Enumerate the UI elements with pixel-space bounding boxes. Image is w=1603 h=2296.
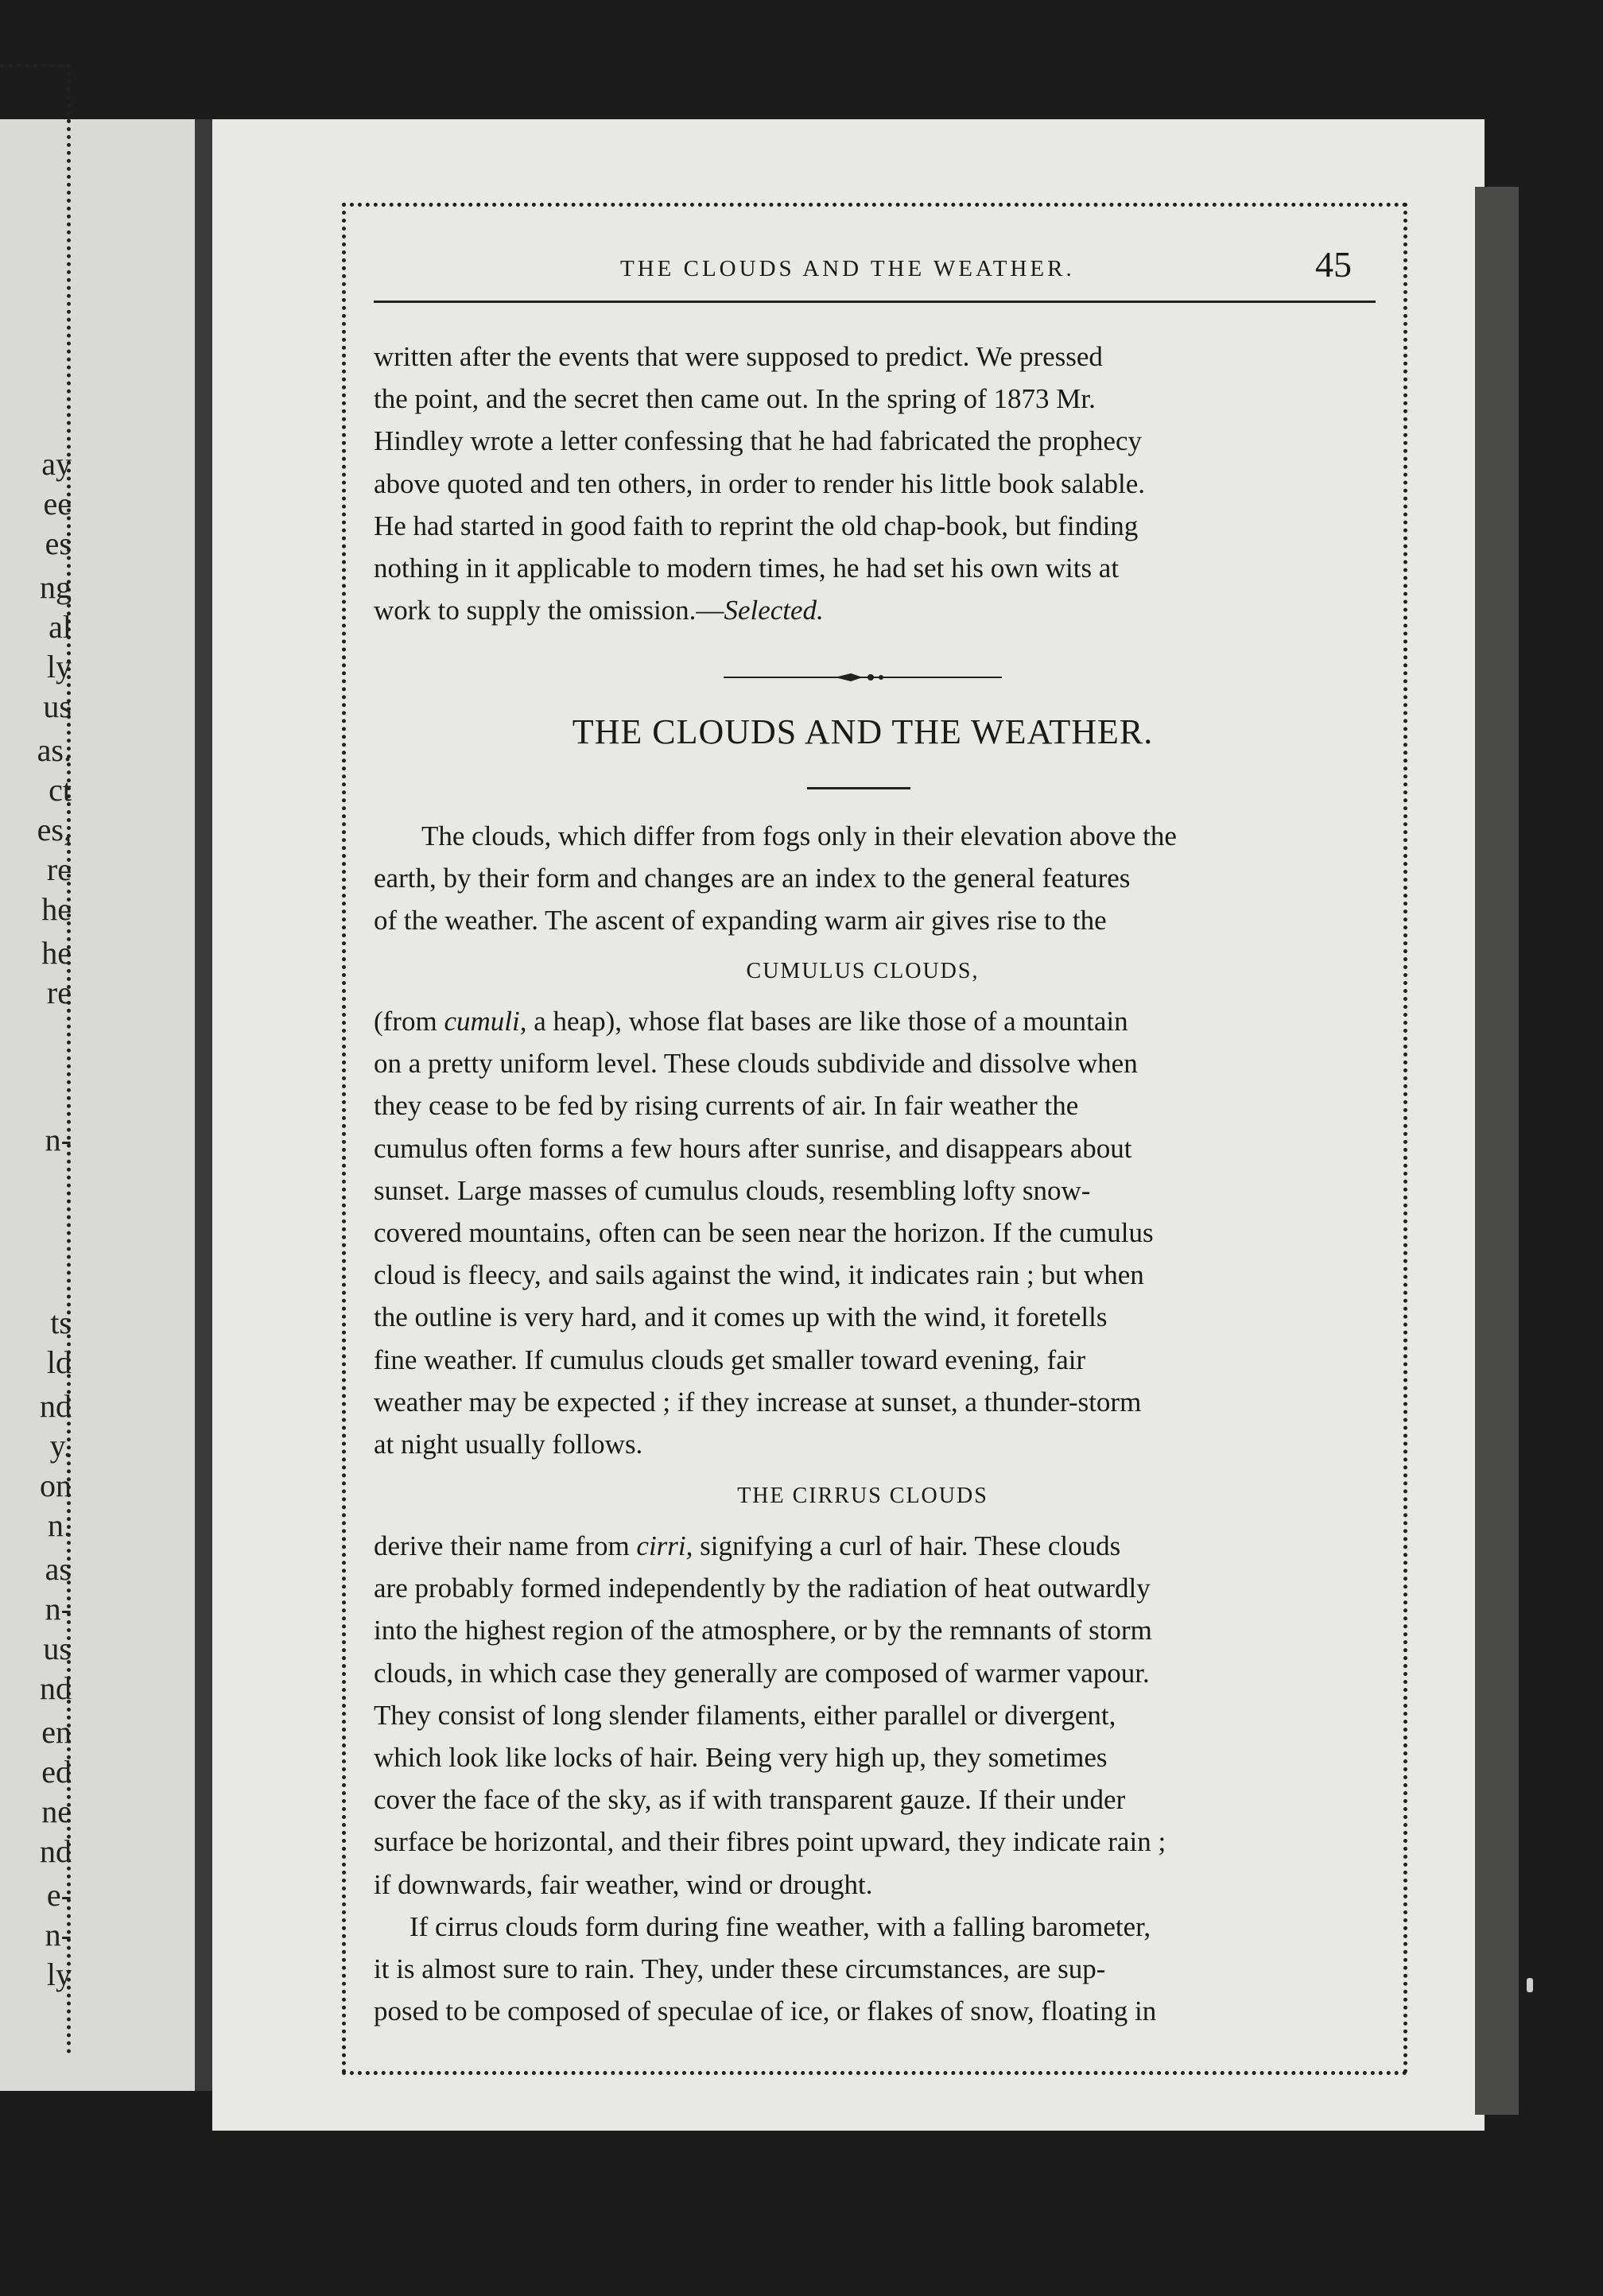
left-page-fragment: nd [40,1670,72,1706]
text-line: the outline is very hard, and it comes up with the wind, it foretells [374,1301,1108,1333]
paragraph-1-cont [374,857,1352,941]
text-line: earth, by their form and changes are an index to the general features [374,863,1131,894]
left-page-fragment: en [41,1714,72,1750]
left-page-fragment: he [41,891,72,927]
intro-last-text: work to supply the omission.— [374,595,724,626]
left-page-fragment: ng [40,569,72,605]
section-divider-ornament [724,672,1002,683]
text-line: into the highest region of the atmosphere, or by the remnants of storm [374,1615,1152,1646]
text-line: weather may be expected ; if they increase at sunset, a thunder-storm [374,1386,1142,1418]
left-page-fragment: e- [46,1877,72,1913]
text-line: if downwards, fair weather, wind or drought. [374,1868,873,1900]
left-page-fragment: ld [46,1344,72,1380]
text-line: cloud is fleecy, and sails against the wind, it indicates rain ; but when [374,1259,1144,1291]
left-page-fragment: y. [49,1428,72,1464]
text-line: surface be horizontal, and their fibres point upward, they indicate rain ; [374,1826,1166,1858]
article-title: THE CLOUDS AND THE WEATHER. [572,712,1154,751]
text-line: If cirrus clouds form during fine weather, with a falling barometer, [409,1911,1151,1942]
text-line: which look like locks of hair. Being very high up, they sometimes [374,1741,1108,1773]
left-page-fragment: re [46,851,72,887]
text-line: fine weather. If cumulus clouds get smaller toward evening, fair [374,1344,1086,1375]
paragraph-1 [374,815,1352,857]
text-line: they cease to be fed by rising currents of air. In fair weather the [374,1090,1079,1122]
italic-term: cirri, [636,1530,693,1561]
text-line: nothing in it applicable to modern times, he had set his own wits at [374,552,1120,584]
running-head-title: THE CLOUDS AND THE WEATHER. [620,256,1075,281]
left-page-fragment: us [43,1631,72,1666]
left-page-fragment: ct [49,772,72,808]
text-line: are probably formed independently by the radiation of heat outwardly [374,1573,1151,1604]
left-page-fragment: n- [45,1917,72,1953]
left-page-fragment: ee [43,486,72,522]
left-page-fragment: as [45,1551,72,1587]
text-line: He had started in good faith to reprint the old chap-book, but finding [374,510,1139,541]
left-page-fragment: n- [45,1122,72,1158]
text-line: (from cumuli, a heap), whose flat bases are like those of a mountain [374,1006,1128,1037]
left-page-fragment: es [45,526,72,561]
left-page-fragment: al [49,609,72,645]
paragraph-2 [374,1000,1352,1465]
scan-speck [1527,1978,1533,1992]
italic-term: cumuli, [444,1006,527,1037]
text-line: it is almost sure to rain. They, under these circumstances, are sup- [374,1953,1106,1984]
attribution: Selected. [724,595,824,626]
left-page-fragment: he [41,935,72,971]
text-line: above quoted and ten others, in order to render his little book salable. [374,467,1146,499]
text-line: posed to be composed of speculae of ice, or flakes of snow, floating in [374,1995,1157,2027]
text-line [374,589,1352,631]
left-page-fragment: ed [41,1754,72,1790]
text-line: at night usually follows. [374,1428,643,1460]
left-page-fragment: n. [48,1507,72,1543]
paragraph-3 [374,1525,1352,1906]
paragraph-4 [374,1906,1352,1948]
text-line: covered mountains, often can be seen near the horizon. If the cumulus [374,1216,1154,1248]
page-number: 45 [1315,244,1352,285]
left-page-fragment: as. [37,732,72,768]
text-line: cover the face of the sky, as if with transparent gauze. If their under [374,1784,1126,1816]
left-page-fragment: us [43,688,72,724]
left-page-fragment: re [46,975,72,1010]
left-page-fragment: nd [40,1388,72,1424]
left-page-fragment: on [40,1468,72,1503]
left-page-fragment: ly [46,649,72,685]
text-line: written after the events that were supposed to predict. We pressed [374,341,1103,372]
left-page-fragment: ne [41,1794,72,1829]
left-page-fragment: ts [50,1305,72,1340]
text-line: the point, and the secret then came out. In the spring of 1873 Mr. [374,383,1096,415]
left-page-fragment: nd [40,1833,72,1869]
text-line: The clouds, which differ from fogs only in their elevation above the [421,820,1177,851]
text-line: derive their name from cirri, signifying a curl of hair. These clouds [374,1530,1121,1561]
page-edge [1475,187,1519,2115]
text-line: Hindley wrote a letter confessing that he had fabricated the prophecy [374,425,1143,457]
left-page-fragment: ay [41,446,72,482]
text-line: sunset. Large masses of cumulus clouds, resembling lofty snow- [374,1174,1091,1206]
subhead-cirrus: THE CIRRUS CLOUDS [737,1483,988,1508]
text-line: clouds, in which case they generally are composed of warmer vapour. [374,1657,1150,1689]
text-line: cumulus often forms a few hours after sunrise, and disappears about [374,1132,1132,1164]
book-gutter [195,119,212,2091]
text-line: They consist of long slender filaments, either parallel or divergent, [374,1699,1116,1731]
text-line: of the weather. The ascent of expanding warm air gives rise to the [374,905,1107,937]
paragraph-4-cont [374,1948,1352,2032]
subhead-cumulus: CUMULUS CLOUDS, [746,959,980,983]
intro-paragraph [374,335,1352,631]
left-page-fragment: es, [37,812,72,847]
title-rule [807,787,910,789]
left-page-fragment: n- [45,1591,72,1627]
text-line: on a pretty uniform level. These clouds subdivide and dissolve when [374,1048,1138,1080]
running-head [374,244,1376,303]
left-page-fragment: ly [46,1957,72,1992]
